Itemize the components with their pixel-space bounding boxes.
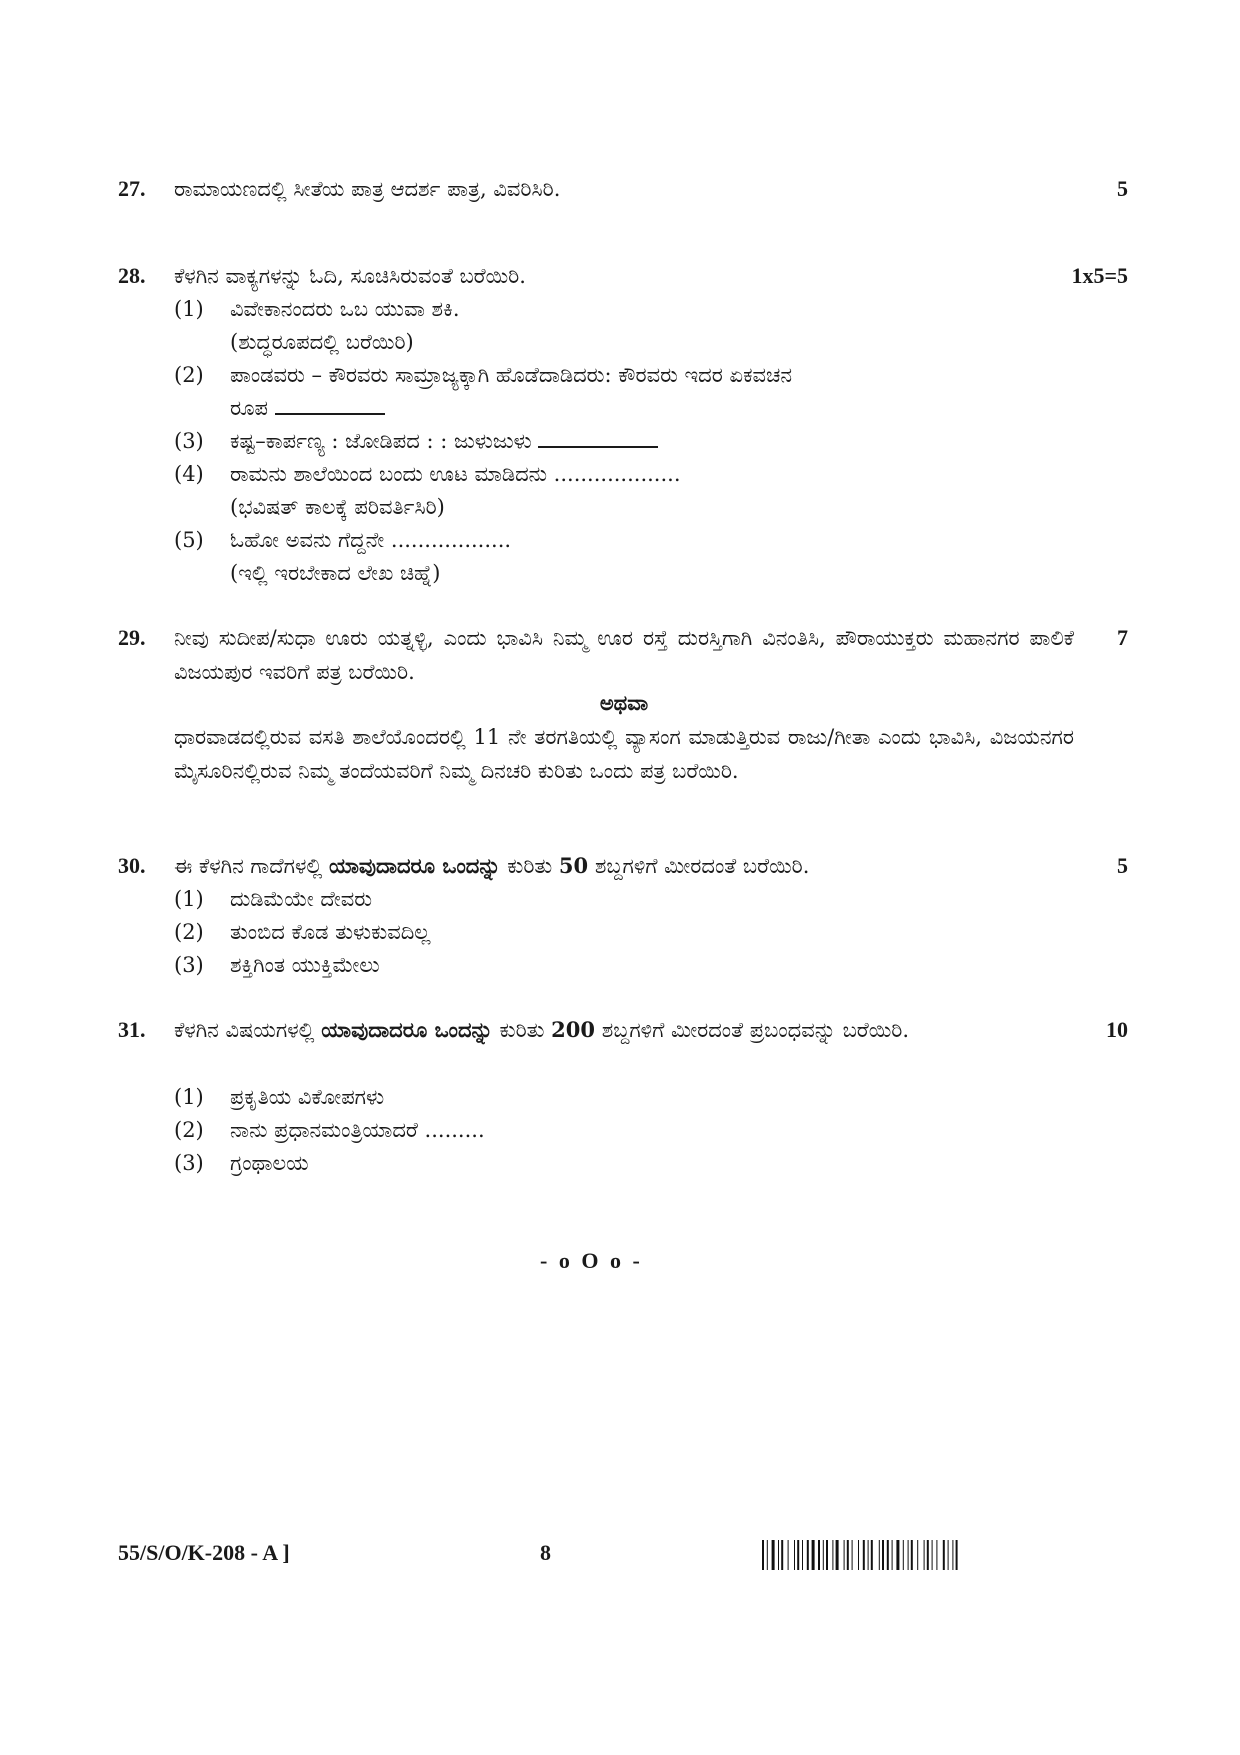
- sub-label: (1): [174, 887, 204, 911]
- sub-instruction: (ಶುದ್ಧರೂಪದಲ್ಲಿ ಬರೆಯಿರಿ): [230, 330, 414, 354]
- sub-question-list: [174, 883, 1074, 982]
- sub-label: (2): [174, 1118, 204, 1142]
- word-count: 50: [558, 853, 589, 878]
- question-number: 30.: [118, 853, 146, 878]
- question-text: ಕೆಳಗಿನ ವಾಕ್ಯಗಳನ್ನು ಓದಿ, ಸೂಚಿಸಿರುವಂತೆ ಬರೆಯಿರಿ.: [174, 264, 526, 288]
- sub-label: (3): [174, 1151, 204, 1175]
- sub-text: ತುಂಬಿದ ಕೊಡ ತುಳುಕುವದಿಲ್ಲ: [230, 920, 431, 944]
- answer-blank: [538, 428, 658, 448]
- sub-label: (4): [174, 462, 204, 486]
- sub-text: ಕಷ್ಟ–ಕಾರ್ಪಣ್ಯ : ಜೋಡಿಪದ : : ಜುಳುಜುಳು: [230, 429, 532, 453]
- or-label: ಅಥವಾ: [599, 690, 649, 715]
- sub-text: ವಿವೇಕಾನಂದರು ಒಬ ಯುವಾ ಶಕಿ.: [230, 297, 460, 321]
- proverb-option-3: [174, 949, 1074, 982]
- page-number: 8: [540, 1540, 551, 1565]
- question-marks: 5: [1117, 176, 1128, 201]
- sub-instruction: (ಭವಿಷತ್ ಕಾಲಕ್ಕೆ ಪರಿವರ್ತಿಸಿರಿ): [230, 495, 445, 519]
- question-number: 31.: [118, 1017, 146, 1042]
- text-part: ಕುರಿತು: [499, 1018, 545, 1042]
- sub-text: ದುಡಿಮೆಯೇ ದೇವರು: [230, 887, 373, 911]
- sub-label: (2): [174, 363, 204, 387]
- sub-label: (1): [174, 297, 204, 321]
- sub-text: ಪ್ರಕೃತಿಯ ವಿಕೋಪಗಳು: [230, 1085, 385, 1109]
- question-number: 28.: [118, 263, 146, 288]
- sub-label: (5): [174, 528, 204, 552]
- sub-question-list: [174, 1081, 1074, 1180]
- question-marks: 5: [1117, 853, 1128, 878]
- text-part: ಶಬ್ದಗಳಿಗೆ ಮೀರದಂತೆ ಪ್ರಬಂಧವನ್ನು ಬರೆಯಿರಿ.: [601, 1018, 910, 1042]
- text-emphasis: ಯಾವುದಾದರೂ ಒಂದನ್ನು: [321, 1017, 493, 1042]
- essay-option-3: [174, 1147, 1074, 1180]
- question-marks: 1x5=5: [1071, 263, 1128, 288]
- end-of-paper-mark: - o O o -: [540, 1248, 643, 1273]
- sub-question-2: [174, 359, 1074, 425]
- sub-question-1: [174, 293, 1074, 359]
- question-text: ನೀವು ಸುದೀಪ/ಸುಧಾ ಊರು ಯತ್ನಳ್ಳಿ, ಎಂದು ಭಾವಿಸಿ ನಿಮ್ಮ ಊರ ರಸ್ತೆ ದುರಸ್ತಿಗಾಗಿ ವಿನಂತಿಸಿ, ಪೌರಾಯುಕ್ತರು ಮಹಾನಗರ ಪಾಲಿಕೆ ವಿಜಯಪುರ ಇವರಿಗೆ ಪತ್ರ ಬರೆಯಿರಿ.: [174, 626, 1074, 684]
- answer-blank: [275, 395, 385, 415]
- alternative-question-text: ಧಾರವಾಡದಲ್ಲಿರುವ ವಸತಿ ಶಾಲೆಯೊಂದರಲ್ಲಿ 11 ನೇ ತರಗತಿಯಲ್ಲಿ ವ್ಯಾಸಂಗ ಮಾಡುತ್ತಿರುವ ರಾಜು/ಗೀತಾ ಎಂದು ಭಾವಿಸಿ, ವಿಜಯನಗರ ಮೈಸೂರಿನಲ್ಲಿರುವ ನಿಮ್ಮ ತಂದೆಯವರಿಗೆ ನಿಮ್ಮ ದಿನಚರಿ ಕುರಿತು ಒಂದು ಪತ್ರ ಬರೆಯಿರಿ.: [174, 725, 1074, 783]
- sub-text: ಗ್ರಂಥಾಲಯ: [230, 1151, 309, 1175]
- sub-question-5: [174, 524, 1074, 590]
- sub-text: ಓಹೋ ಅವನು ಗೆದ್ದನೇ ..................: [230, 528, 512, 552]
- sub-text-cont: [230, 392, 1074, 425]
- sub-label: (1): [174, 1085, 204, 1109]
- sub-label: (2): [174, 920, 204, 944]
- text-part: ಕೆಳಗಿನ ವಿಷಯಗಳಲ್ಲಿ: [174, 1018, 315, 1042]
- paper-code: 55/S/O/K-208 - A ]: [118, 1540, 290, 1565]
- word-count: 200: [551, 1017, 595, 1042]
- text-part: ಈ ಕೆಳಗಿನ ಗಾದೆಗಳಲ್ಲಿ: [174, 854, 323, 878]
- sub-text: ಶಕ್ತಿಗಿಂತ ಯುಕ್ತಿಮೇಲು: [230, 953, 380, 977]
- question-number: 27.: [118, 176, 146, 201]
- question-text: [174, 849, 1074, 883]
- question-text: [174, 1013, 1074, 1047]
- or-separator-block: [174, 686, 1074, 788]
- sub-text: ನಾನು ಪ್ರಧಾನಮಂತ್ರಿಯಾದರೆ .........: [230, 1118, 485, 1142]
- sub-text-word: ರೂಪ: [230, 396, 268, 420]
- sub-question-list: [174, 293, 1074, 590]
- sub-text: ಪಾಂಡವರು – ಕೌರವರು ಸಾಮ್ರಾಜ್ಯಕ್ಕಾಗಿ ಹೊಡೆದಾಡಿದರು: ಕೌರವರು ಇದರ ಏಕವಚನ: [230, 363, 793, 387]
- question-marks: 10: [1106, 1017, 1128, 1042]
- proverb-option-1: [174, 883, 1074, 916]
- question-number: 29.: [118, 625, 146, 650]
- question-marks: 7: [1117, 625, 1128, 650]
- sub-instruction: (ಇಲ್ಲಿ ಇರಬೇಕಾದ ಲೇಖ ಚಿಹ್ನೆ): [230, 561, 441, 585]
- question-text: ರಾಮಾಯಣದಲ್ಲಿ ಸೀತೆಯ ಪಾತ್ರ ಆದರ್ಶ ಪಾತ್ರ, ವಿವರಿಸಿರಿ.: [174, 177, 561, 201]
- proverb-option-2: [174, 916, 1074, 949]
- text-emphasis: ಯಾವುದಾದರೂ ಒಂದನ್ನು: [328, 853, 501, 878]
- essay-option-1: [174, 1081, 1074, 1114]
- text-part: ಕುರಿತು: [507, 854, 553, 878]
- text-part: ಶಬ್ದಗಳಿಗೆ ಮೀರದಂತೆ ಬರೆಯಿರಿ.: [594, 854, 810, 878]
- sub-question-3: [174, 425, 1074, 458]
- barcode-image: [762, 1540, 1024, 1570]
- sub-label: (3): [174, 953, 204, 977]
- sub-text-row: [230, 425, 1074, 458]
- sub-label: (3): [174, 429, 204, 453]
- essay-option-2: [174, 1114, 1074, 1147]
- sub-question-4: [174, 458, 1074, 524]
- sub-text: ರಾಮನು ಶಾಲೆಯಿಂದ ಬಂದು ಊಟ ಮಾಡಿದನು ...................: [230, 462, 681, 486]
